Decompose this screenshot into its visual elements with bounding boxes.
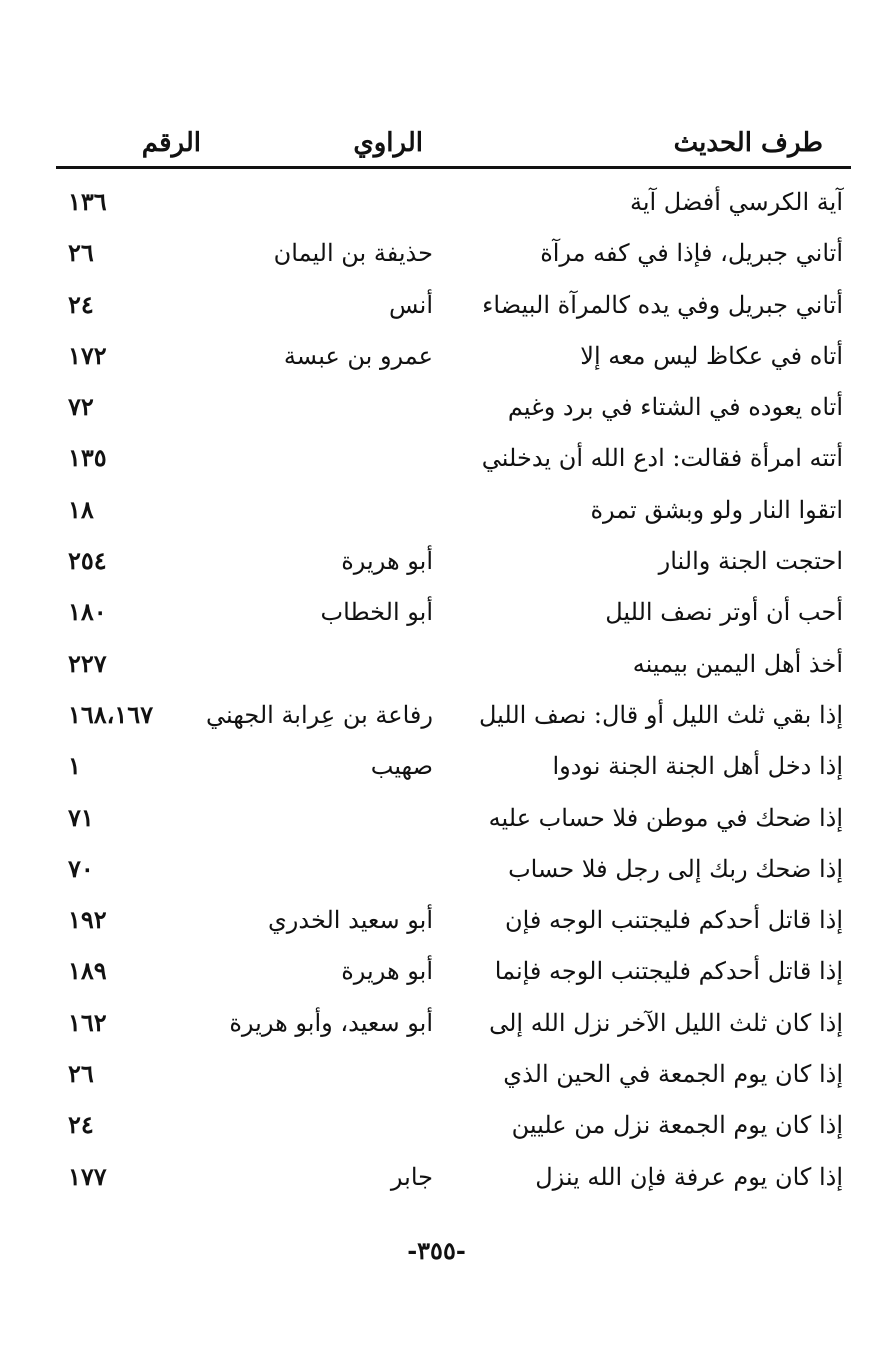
table-row (56, 742, 851, 793)
hadith-number: ١٦٢ (68, 1007, 107, 1037)
table-header (56, 128, 851, 168)
table-row (56, 434, 851, 485)
hadith-number: ٢٤ (68, 289, 94, 319)
hadith-number: ١٧٧ (68, 1161, 107, 1191)
hadith-number: ١٩٢ (68, 905, 107, 935)
rawi-name: أبو سعيد، وأبو هريرة (229, 1008, 433, 1037)
table-row (56, 691, 851, 742)
hadith-text: إذا قاتل أحدكم فليجتنب الوجه فإنما (494, 957, 843, 986)
header-rule (56, 166, 851, 169)
hadith-text: أتاني جبريل، فإذا في كفه مرآة (540, 239, 843, 268)
hadith-text: إذا كان ثلث الليل الآخر نزل الله إلى (489, 1008, 843, 1037)
rawi-name: حذيفة بن اليمان (273, 239, 433, 268)
rawi-name: صهيب (370, 752, 433, 781)
rawi-name: أبو سعيد الخدري (268, 906, 433, 935)
table-row (56, 229, 851, 280)
rawi-name: جابر (390, 1162, 433, 1191)
hadith-text: أخذ أهل اليمين بيمينه (632, 649, 843, 678)
hadith-text: إذا دخل أهل الجنة الجنة نودوا (552, 752, 843, 781)
hadith-number: ١٦٨،١٦٧ (68, 699, 154, 729)
hadith-number: ١٣٥ (68, 443, 107, 473)
table-row (56, 281, 851, 332)
hadith-text: أتاه يعوده في الشتاء في برد وغيم (507, 393, 843, 422)
hadith-text: إذا كان يوم الجمعة في الحين الذي (503, 1060, 843, 1089)
index-table-body (56, 178, 851, 1204)
table-row (56, 1050, 851, 1101)
hadith-text: إذا ضحك في موطن فلا حساب عليه (488, 803, 843, 832)
hadith-number: ٧١ (68, 802, 94, 832)
rawi-name: أنس (389, 290, 433, 319)
header-hadith: طرف الحديث (673, 128, 823, 158)
hadith-text: إذا بقي ثلث الليل أو قال: نصف الليل (478, 700, 843, 729)
table-row (56, 588, 851, 639)
hadith-text: أتاه في عكاظ ليس معه إلا (580, 341, 843, 370)
table-row (56, 947, 851, 998)
hadith-number: ١٣٦ (68, 187, 107, 216)
header-number: الرقم (141, 128, 201, 158)
header-rawi: الراوي (353, 128, 423, 158)
rawi-name: أبو هريرة (341, 547, 433, 576)
rawi-name: عمرو بن عبسة (283, 341, 433, 370)
hadith-number: ١ (68, 751, 81, 781)
page-number: -٣٥٥- (407, 1236, 466, 1265)
table-row (56, 896, 851, 947)
table-row (56, 486, 851, 537)
table-row (56, 999, 851, 1050)
hadith-number: ١٨٠ (68, 597, 107, 627)
hadith-text: إذا ضحك ربك إلى رجل فلا حساب (508, 854, 843, 883)
hadith-number: ١٨ (68, 494, 94, 524)
rawi-name: رفاعة بن عِرابة الجهني (206, 700, 433, 729)
hadith-number: ٢٦ (68, 1059, 94, 1089)
hadith-number: ١٧٢ (68, 340, 107, 370)
hadith-text: أتته امرأة فقالت: ادع الله أن يدخلني (481, 444, 843, 473)
hadith-number: ٧٠ (68, 853, 94, 883)
table-row (56, 1101, 851, 1152)
hadith-text: إذا كان يوم عرفة فإن الله ينزل (535, 1162, 843, 1191)
hadith-text: اتقوا النار ولو وبشق تمرة (590, 495, 843, 524)
table-row (56, 1153, 851, 1204)
rawi-name: أبو هريرة (341, 957, 433, 986)
hadith-text: إذا كان يوم الجمعة نزل من عليين (511, 1111, 843, 1140)
table-row (56, 178, 851, 229)
hadith-number: ٢٦ (68, 238, 94, 268)
hadith-number: ٧٢ (68, 392, 94, 422)
rawi-name: أبو الخطاب (320, 598, 433, 627)
table-row (56, 845, 851, 896)
hadith-text: آية الكرسي أفضل آية (629, 188, 843, 216)
table-row (56, 537, 851, 588)
hadith-number: ٢٥٤ (68, 546, 107, 576)
hadith-text: احتجت الجنة والنار (658, 547, 843, 576)
hadith-text: أحب أن أوتر نصف الليل (605, 598, 843, 627)
hadith-number: ١٨٩ (68, 956, 107, 986)
table-row (56, 383, 851, 434)
table-row (56, 640, 851, 691)
table-row (56, 794, 851, 845)
hadith-number: ٢٢٧ (68, 648, 107, 678)
table-row (56, 332, 851, 383)
hadith-number: ٢٤ (68, 1110, 94, 1140)
hadith-text: أتاني جبريل وفي يده كالمرآة البيضاء (482, 290, 843, 319)
hadith-text: إذا قاتل أحدكم فليجتنب الوجه فإن (504, 906, 843, 935)
